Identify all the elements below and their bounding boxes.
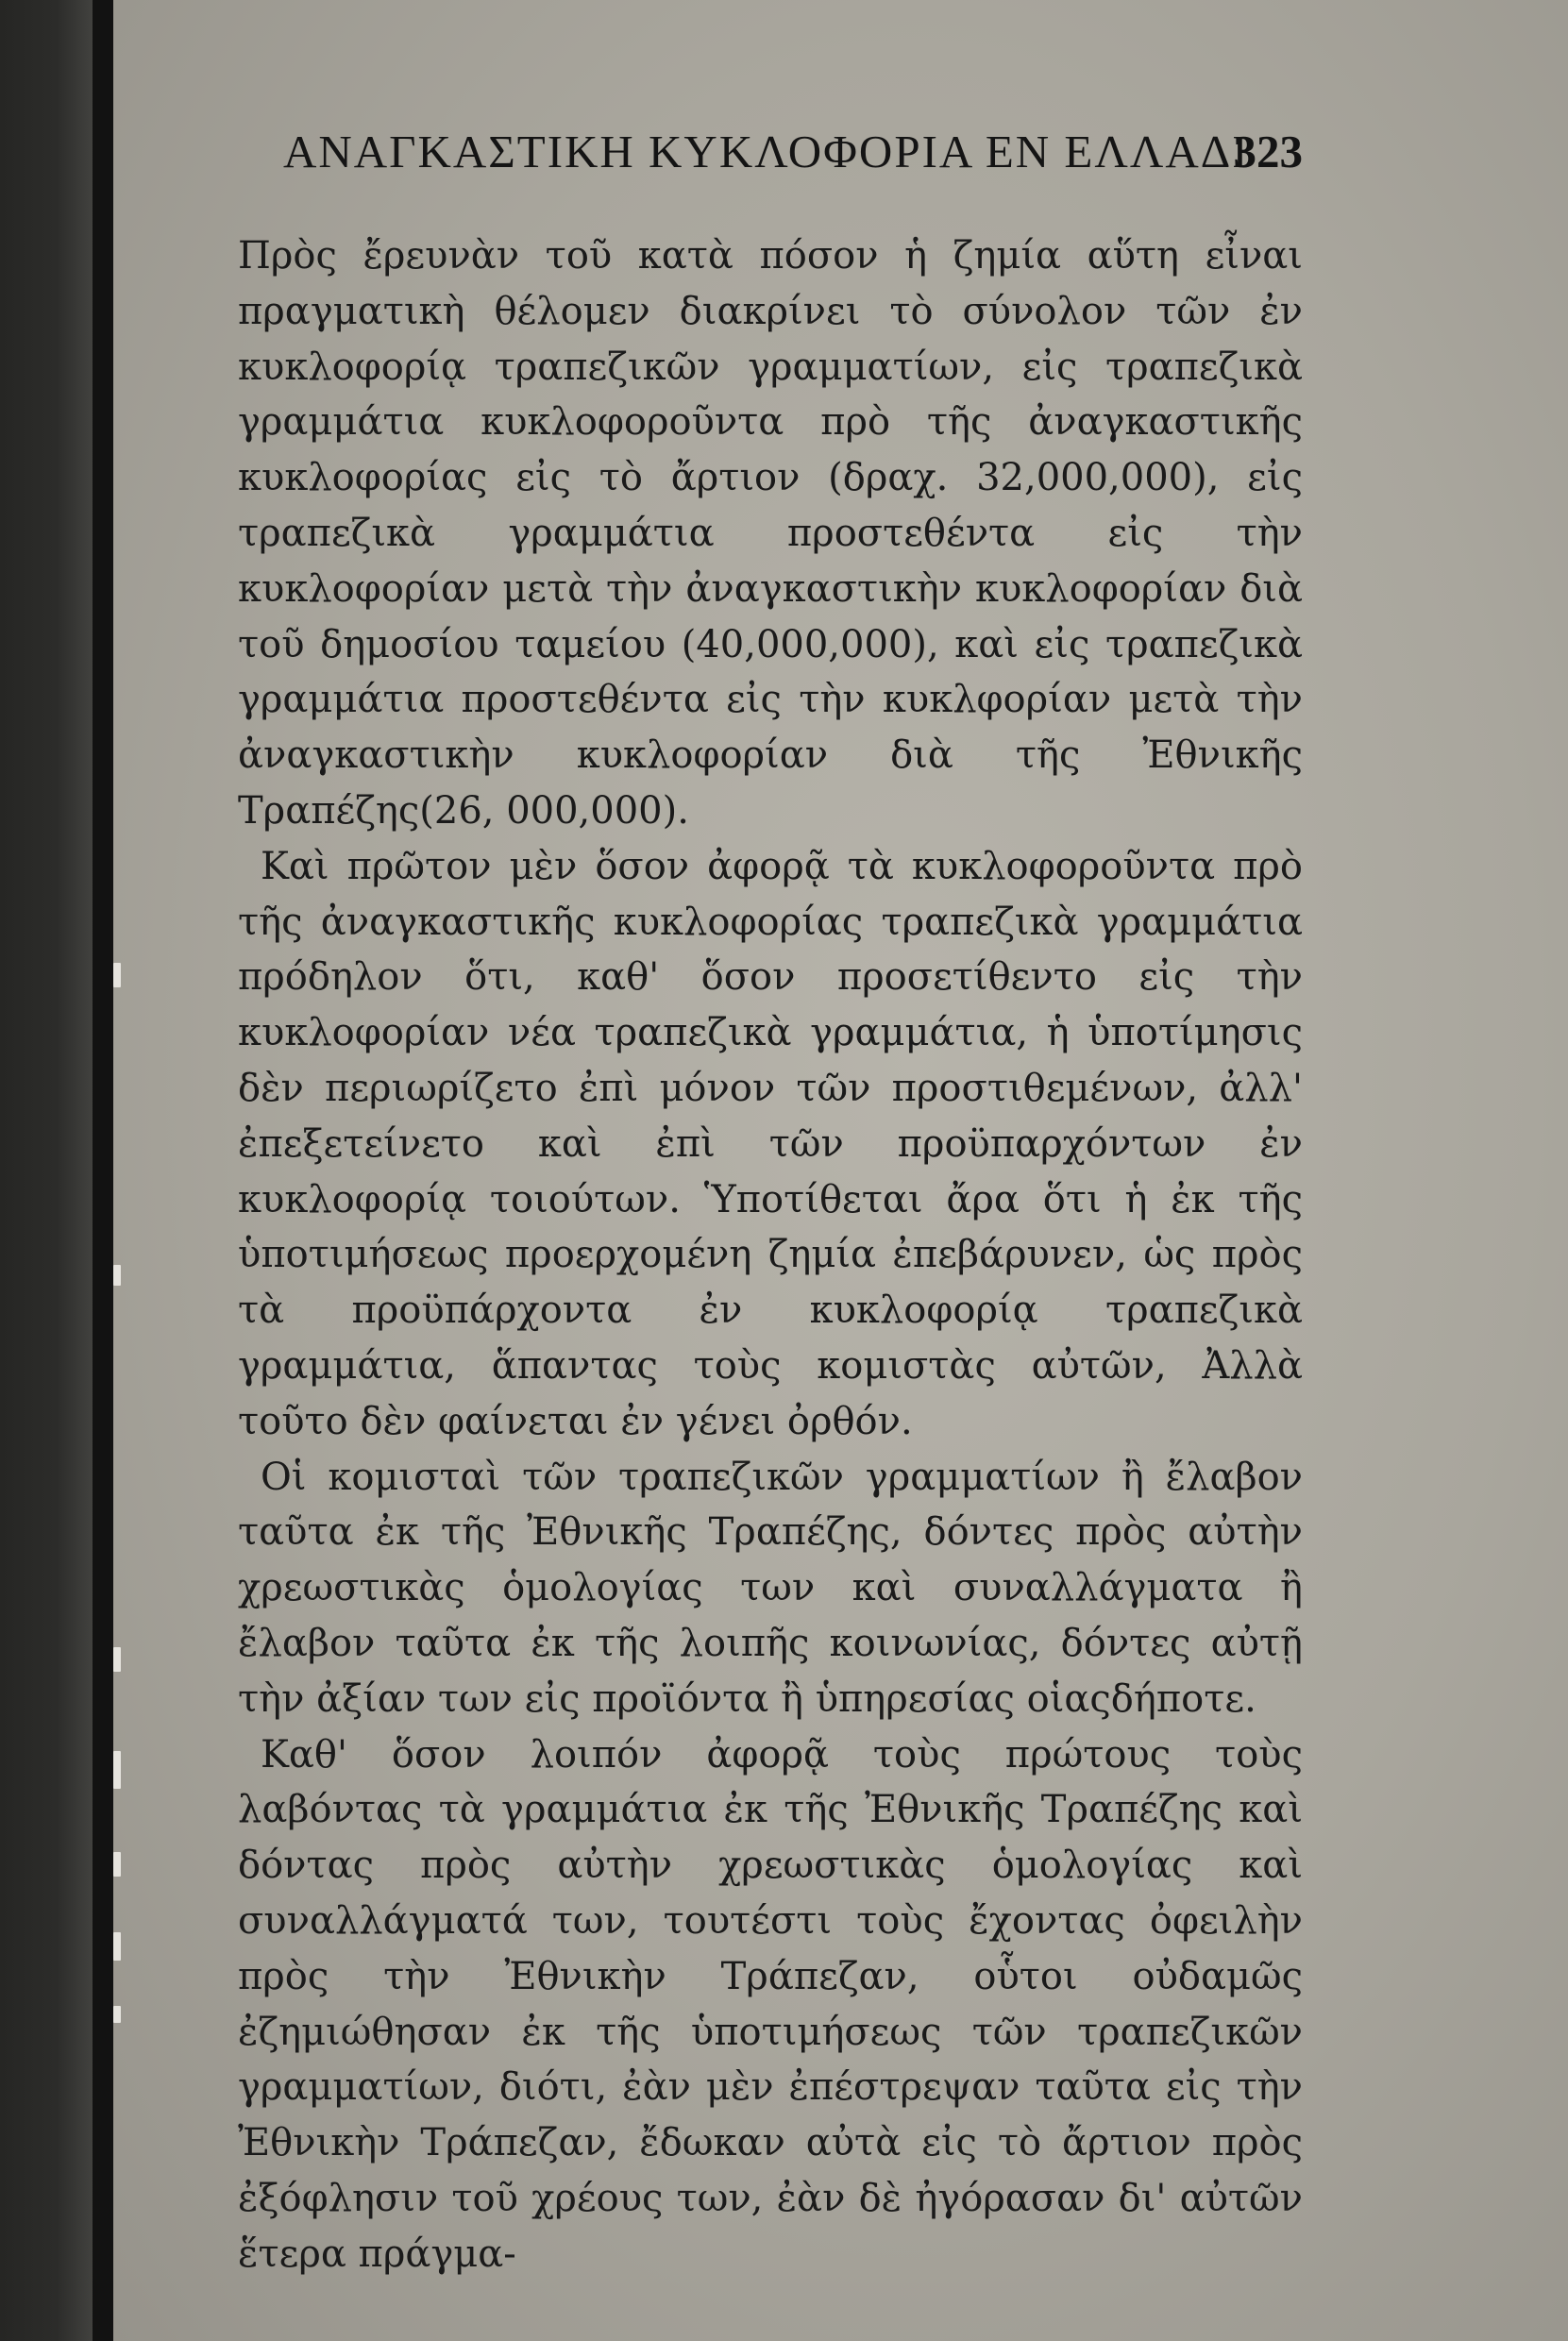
edge-mark xyxy=(113,963,121,987)
paragraph: Πρὸς ἔρευνὰν τοῦ κατὰ πόσον ἡ ζημία αὕτη εἶναι πραγματικὴ θέλομεν διακρίνει τὸ σύνολον τῶν ἐν κυκλοφορίᾳ τραπεζικῶν γραμματίων, εἰς τραπεζικὰ γραμμάτια κυκλοφοροῦντα πρὸ τῆς ἀναγκαστικῆς κυκλοφορίας εἰς τὸ ἄρτιον (δραχ. 32,000,000), εἰς τραπεζικὰ γραμμάτια προστεθέντα εἰς τὴν κυκλοφορίαν μετὰ τὴν ἀναγκαστικὴν κυκλοφορίαν διὰ τοῦ δημοσίου ταμείου (40,000,000), καὶ εἰς τραπεζικὰ γραμμάτια προστεθέντα εἰς τὴν κυκλφορίαν μετὰ τὴν ἀναγκαστικὴν κυκλοφορίαν διὰ τῆς Ἐθνικῆς Τραπέζης(26, 000,000). xyxy=(238,234,1303,833)
edge-mark xyxy=(113,1852,121,1877)
edge-mark xyxy=(113,1932,121,1961)
paragraph: Καθ' ὅσον λοιπόν ἀφορᾷ τοὺς πρώτους τοὺς λαβόντας τὰ γραμμάτια ἐκ τῆς Ἐθνικῆς Τραπέζης καὶ δόντας πρὸς αὐτὴν χρεωστικὰς ὁμολογίας καὶ συναλλάγματά των, τουτέστι τοὺς ἔχοντας ὀφειλὴν πρὸς τὴν Ἐθνικὴν Τράπεζαν, οὗτοι οὐδαμῶς ἐζημιώθησαν ἐκ τῆς ὑποτιμήσεως τῶν τραπεζικῶν γραμματίων, διότι, ἐὰν μὲν ἐπέστρεψαν ταῦτα εἰς τὴν Ἐθνικὴν Τράπεζαν, ἔδωκαν αὐτὰ εἰς τὸ ἄρτιον πρὸς ἐξόφλησιν τοῦ χρέους των, ἐὰν δὲ ἠγόρασαν δι' αὐτῶν ἕτερα πράγμα- xyxy=(238,1732,1303,2276)
paragraph: Οἱ κομισταὶ τῶν τραπεζικῶν γραμματίων ἢ ἔλαβον ταῦτα ἐκ τῆς Ἐθνικῆς Τραπέζης, δόντες πρὸς αὐτὴν χρεωστικὰς ὁμολογίας των καὶ συναλλάγματα ἢ ἔλαβον ταῦτα ἐκ τῆς λοιπῆς κοινωνίας, δόντες αὐτῇ τὴν ἀξίαν των εἰς προϊόντα ἢ ὑπηρεσίας οἱαςδήποτε. xyxy=(238,1455,1303,1721)
running-head: ΑΝΑΓΚΑΣΤΙΚΗ ΚΥΚΛΟΦΟΡΙΑ ΕΝ ΕΛΛΑΔΙ xyxy=(283,126,1250,177)
body-text xyxy=(238,228,1303,2282)
edge-mark xyxy=(113,1751,121,1789)
edge-mark xyxy=(113,2006,121,2023)
edge-mark xyxy=(113,1265,121,1286)
binding-line xyxy=(93,0,113,2341)
page-number: 323 xyxy=(1233,126,1303,177)
paragraph: Καὶ πρῶτον μὲν ὅσον ἀφορᾷ τὰ κυκλοφοροῦντα πρὸ τῆς ἀναγκαστικῆς κυκλοφορίας τραπεζικὰ γραμμάτια πρόδηλον ὅτι, καθ' ὅσον προσετίθεντο εἰς τὴν κυκλοφορίαν νέα τραπεζικὰ γραμμάτια, ἡ ὑποτίμησις δὲν περιωρίζετο ἐπὶ μόνον τῶν προστιθεμένων, ἀλλ' ἐπεξετείνετο καὶ ἐπὶ τῶν προϋπαρχόντων ἐν κυκλοφορίᾳ τοιούτων. Ὑποτίθεται ἄρα ὅτι ἡ ἐκ τῆς ὑποτιμήσεως προερχομένη ζημία ἐπεβάρυνεν, ὡς πρὸς τὰ προϋπάρχοντα ἐν κυκλοφορίᾳ τραπεζικὰ γραμμάτια, ἅπαντας τοὺς κομιστὰς αὐτῶν, Ἀλλὰ τοῦτο δὲν φαίνεται ἐν γένει ὀρθόν. xyxy=(238,844,1303,1443)
edge-mark xyxy=(113,1647,121,1672)
page-header xyxy=(283,125,1303,191)
